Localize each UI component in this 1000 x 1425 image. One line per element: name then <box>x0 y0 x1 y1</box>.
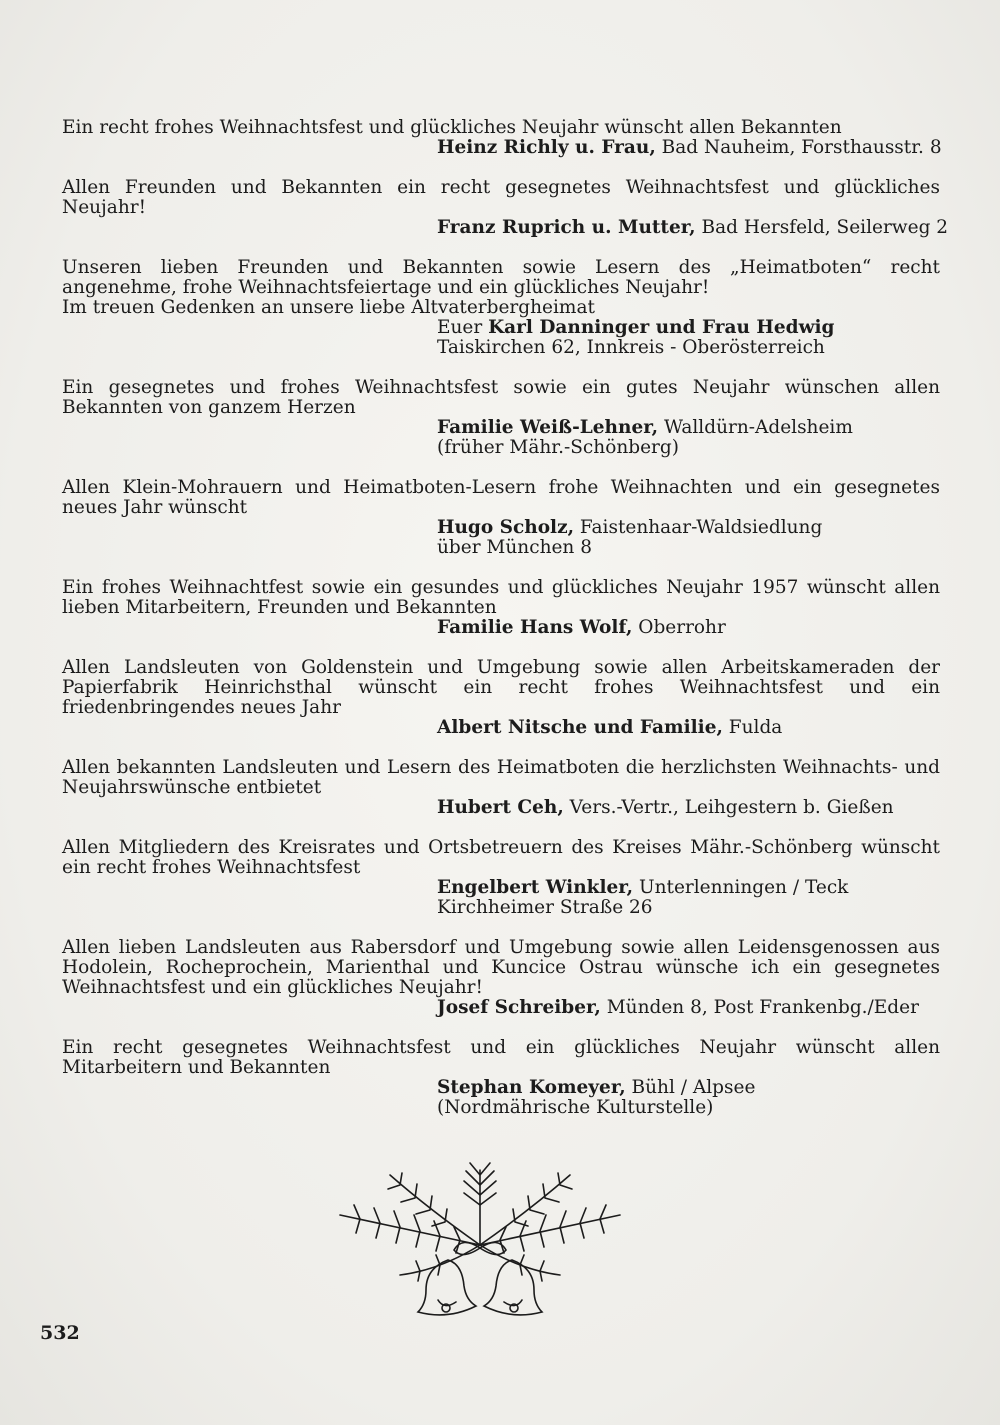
greeting-message: Allen Mitgliedern des Kreisrates und Ortsbetreuern des Kreises Mähr.-Schönberg wünscht ein recht frohes Weihnachtsfest <box>62 837 940 878</box>
signature-name: Engelbert Winkler, <box>437 877 634 898</box>
signature-name: Hubert Ceh, <box>437 797 564 818</box>
greeting-entry <box>62 177 949 238</box>
signature-address: über München 8 <box>437 537 592 558</box>
greeting-entry <box>62 658 940 738</box>
signature: Hubert Ceh, Vers.-Vertr., Leihgestern b. Gießen <box>437 797 894 818</box>
greeting-entry <box>62 258 940 358</box>
greeting-entry <box>62 378 940 458</box>
signature-name: Josef Schreiber, <box>437 997 601 1018</box>
greeting-message: Allen Landsleuten von Goldenstein und Umgebung sowie allen Arbeitskameraden der Papierfabrik Heinrichsthal wünscht ein recht frohes Weihnachtsfest und ein friedenbringendes neues Jahr <box>62 657 940 718</box>
greeting-entry <box>62 578 940 638</box>
greetings-list <box>62 117 949 1138</box>
signature: Engelbert Winkler, Unterlenningen / Teck <box>437 877 849 898</box>
signature: Familie Weiß-Lehner, Walldürn-Adelsheim <box>437 417 853 438</box>
greeting-message: Allen Klein-Mohrauern und Heimatboten-Lesern frohe Weihnachten und ein gesegnetes neues Jahr wünscht <box>62 477 940 518</box>
signature-name: Stephan Komeyer, <box>437 1077 626 1098</box>
greeting-message: Ein recht frohes Weihnachtsfest und glückliches Neujahr wünscht allen Bekannten <box>62 117 842 138</box>
signature: Hugo Scholz, Faistenhaar-Waldsiedlung <box>437 517 823 538</box>
greeting-entry <box>62 1038 940 1118</box>
greeting-message: Im treuen Gedenken an unsere liebe Altvaterbergheimat <box>62 297 595 318</box>
greeting-message: Allen Freunden und Bekannten ein recht gesegnetes Weihnachtsfest und glückliches Neujahr! <box>62 177 940 218</box>
greeting-message: Unseren lieben Freunden und Bekannten sowie Lesern des „Heimatboten“ recht angenehme, frohe Weihnachtsfeiertage und ein glückliches Neujahr! <box>62 257 940 298</box>
signature: Familie Hans Wolf, Oberrohr <box>437 617 726 638</box>
signature: Stephan Komeyer, Bühl / Alpsee <box>437 1077 756 1098</box>
greeting-entry <box>62 118 940 158</box>
signature: Franz Ruprich u. Mutter, Bad Hersfeld, Seilerweg 2 <box>437 217 949 238</box>
signature-name: Hugo Scholz, <box>437 517 575 538</box>
signature-name: Karl Danninger und Frau Hedwig <box>488 317 835 338</box>
greeting-message: Allen lieben Landsleuten aus Rabersdorf und Umgebung sowie allen Leidensgenossen aus Hodolein, Rocheprochein, Marienthal und Kuncice Ostrau wünsche ich ein gesegnetes Weihnachtsfest und ein glückliches Neujahr! <box>62 937 940 998</box>
signature-name: Familie Hans Wolf, <box>437 617 633 638</box>
signature-address: (Nordmährische Kulturstelle) <box>437 1097 714 1118</box>
christmas-bells-fir-branch-icon <box>330 1150 630 1330</box>
greeting-message: Ein frohes Weihnachtfest sowie ein gesundes und glückliches Neujahr 1957 wünscht allen lieben Mitarbeitern, Freunden und Bekannten <box>62 577 940 618</box>
greeting-message: Ein gesegnetes und frohes Weihnachtsfest sowie ein gutes Neujahr wünschen allen Bekannten von ganzem Herzen <box>62 377 940 418</box>
signature-address: Kirchheimer Straße 26 <box>437 897 653 918</box>
greeting-entry <box>62 838 940 918</box>
signature-name: Familie Weiß-Lehner, <box>437 417 659 438</box>
greeting-entry <box>62 478 940 558</box>
page-number: 532 <box>40 1322 80 1344</box>
signature-address: Taiskirchen 62, Innkreis - Oberösterreich <box>437 337 825 358</box>
signature: Albert Nitsche und Familie, Fulda <box>437 717 783 738</box>
greeting-entry <box>62 758 940 818</box>
signature-address: (früher Mähr.-Schönberg) <box>437 437 679 458</box>
signature: Euer Karl Danninger und Frau Hedwig <box>437 317 835 338</box>
greeting-message: Ein recht gesegnetes Weihnachtsfest und ein glückliches Neujahr wünscht allen Mitarbeitern und Bekannten <box>62 1037 940 1078</box>
signature: Josef Schreiber, Münden 8, Post Frankenbg./Eder <box>437 997 919 1018</box>
greeting-entry <box>62 938 940 1018</box>
signature-name: Albert Nitsche und Familie, <box>437 717 723 738</box>
signature: Heinz Richly u. Frau, Bad Nauheim, Forsthausstr. 8 <box>437 137 942 158</box>
signature-name: Franz Ruprich u. Mutter, <box>437 217 696 238</box>
signature-name: Heinz Richly u. Frau, <box>437 137 656 158</box>
greeting-message: Allen bekannten Landsleuten und Lesern des Heimatboten die herzlichsten Weihnachts- und Neujahrswünsche entbietet <box>62 757 940 798</box>
